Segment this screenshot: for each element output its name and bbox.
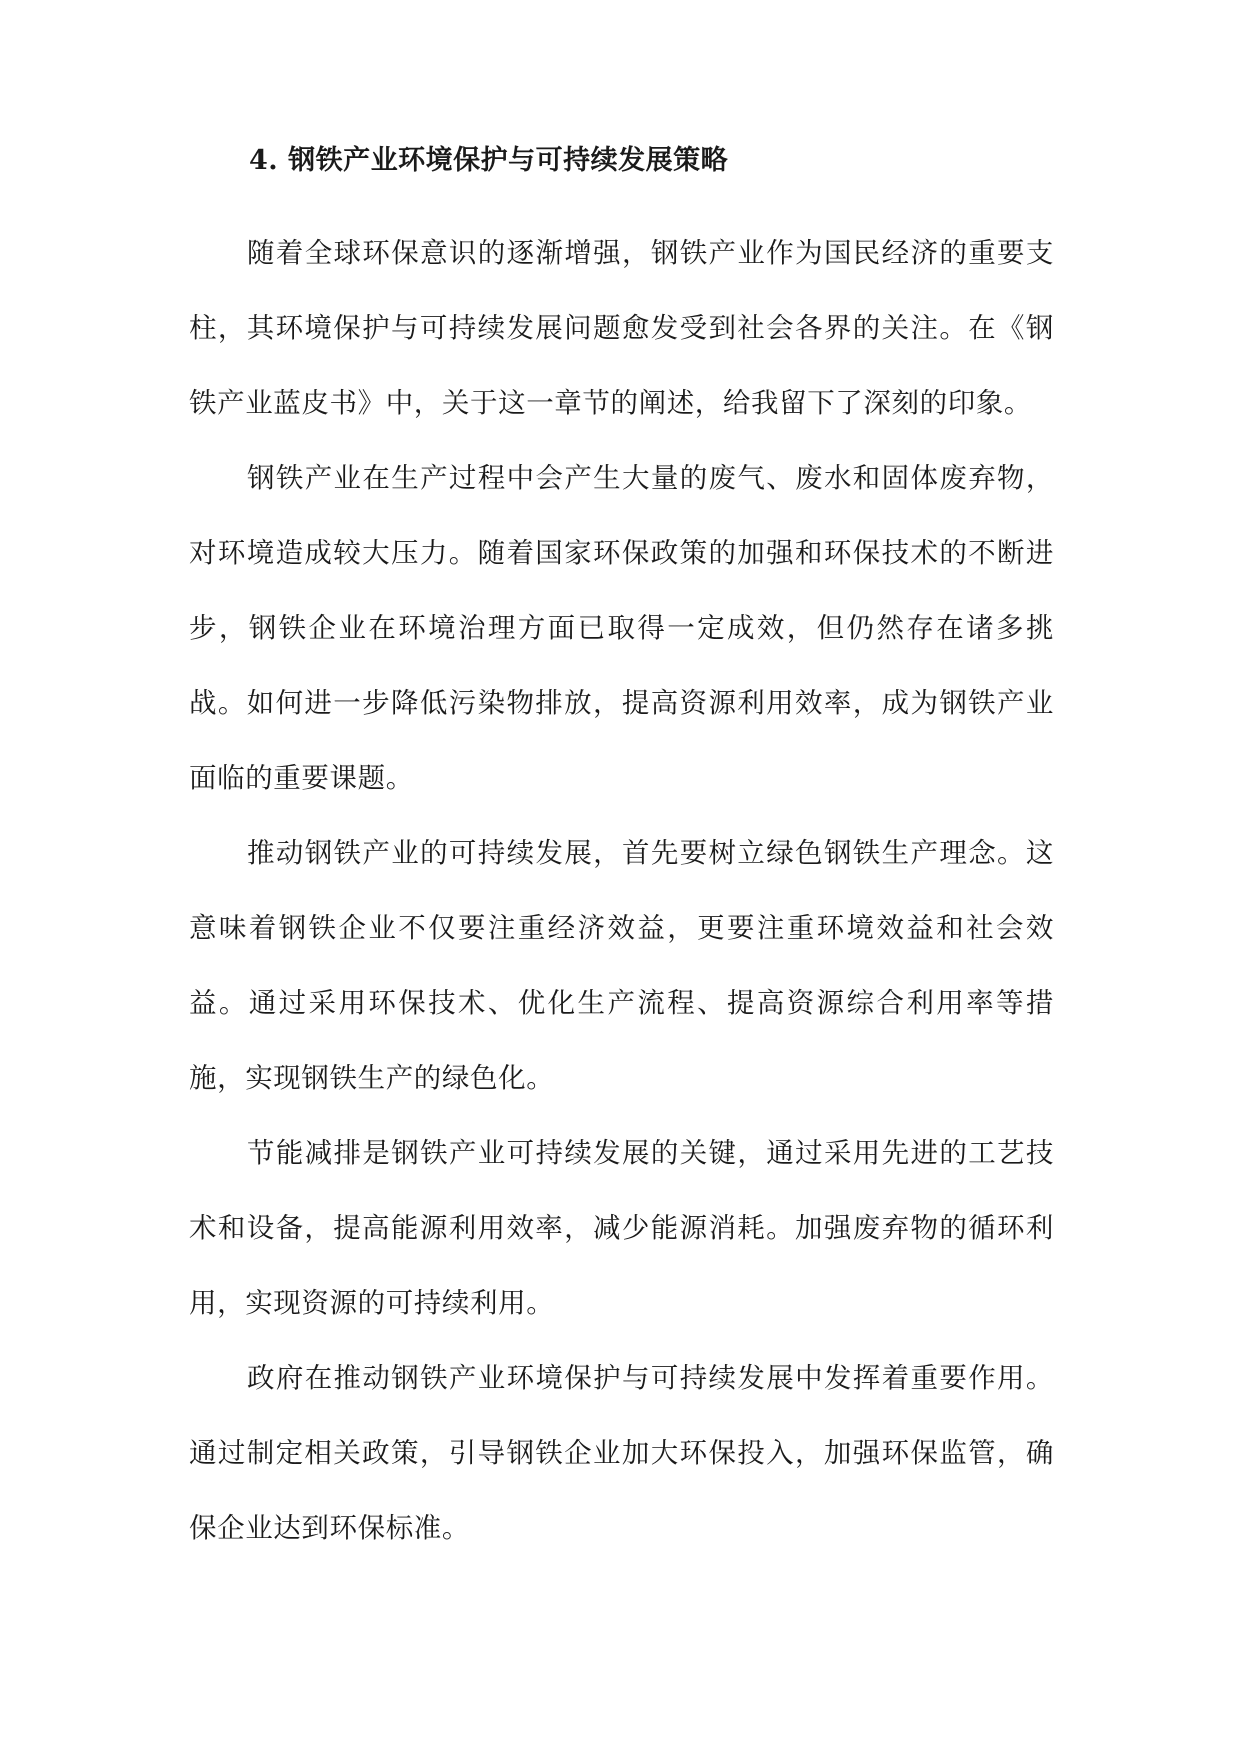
paragraph-3: 推动钢铁产业的可持续发展，首先要树立绿色钢铁生产理念。这意味着钢铁企业不仅要注重经济效益，更要注重环境效益和社会效益。通过采用环保技术、优化生产流程、提高资源综合利用率等措施，实现钢铁生产的绿色化。	[189, 837, 1054, 1094]
document-body	[189, 142, 1054, 1566]
paragraph-5: 政府在推动钢铁产业环境保护与可持续发展中发挥着重要作用。通过制定相关政策，引导钢铁企业加大环保投入，加强环保监管，确保企业达到环保标准。	[189, 1362, 1054, 1544]
paragraph-4: 节能减排是钢铁产业可持续发展的关键，通过采用先进的工艺技术和设备，提高能源利用效率，减少能源消耗。加强废弃物的循环利用，实现资源的可持续利用。	[189, 1137, 1054, 1319]
paragraph-1: 随着全球环保意识的逐渐增强，钢铁产业作为国民经济的重要支柱，其环境保护与可持续发展问题愈发受到社会各界的关注。在《钢铁产业蓝皮书》中，关于这一章节的阐述，给我留下了深刻的印象。	[189, 237, 1054, 419]
section-heading: 4. 钢铁产业环境保护与可持续发展策略	[249, 145, 729, 176]
paragraph-2: 钢铁产业在生产过程中会产生大量的废气、废水和固体废弃物，对环境造成较大压力。随着国家环保政策的加强和环保技术的不断进步，钢铁企业在环境治理方面已取得一定成效，但仍然存在诸多挑战。如何进一步降低污染物排放，提高资源利用效率，成为钢铁产业面临的重要课题。	[189, 462, 1054, 794]
